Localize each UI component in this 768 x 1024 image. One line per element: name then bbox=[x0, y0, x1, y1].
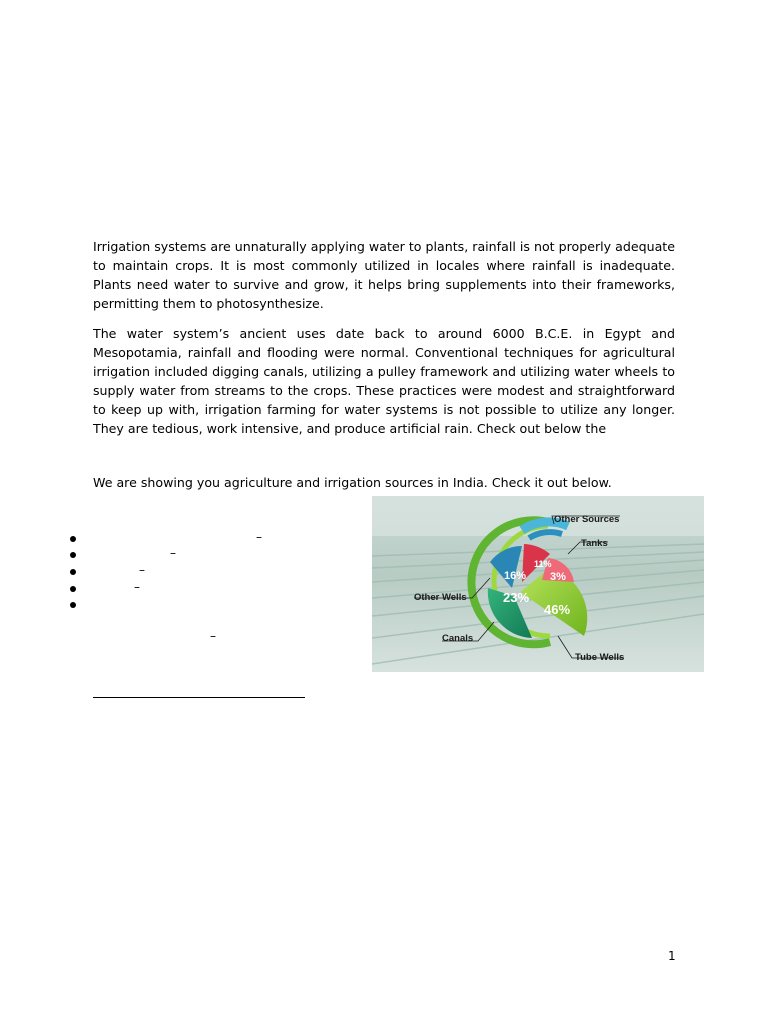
label-tube-wells: Tube Wells bbox=[575, 652, 625, 663]
list-item-dash: – bbox=[134, 580, 140, 594]
list-item-bullet bbox=[70, 602, 76, 608]
list-item-bullet bbox=[70, 552, 76, 558]
label-other-sources: Other Sources bbox=[554, 514, 620, 525]
label-canals: Canals bbox=[442, 633, 474, 644]
label-other-wells: Other Wells bbox=[414, 592, 467, 603]
other-sources-percent: 11% bbox=[534, 559, 552, 569]
list-item-dash: – bbox=[170, 546, 176, 560]
intro-sentence: We are showing you agriculture and irrigation sources in India. Check it out below. bbox=[93, 475, 612, 490]
list-item-bullet bbox=[70, 569, 76, 575]
label-tanks: Tanks bbox=[581, 538, 608, 549]
paragraph-irrigation-definition: Irrigation systems are unnaturally applying water to plants, rainfall is not properly adequate to maintain crops. It is most commonly utilized in locales where rainfall is inadequate. Plants need water to survive and grow, it helps bring supplements into their frameworks, permitting them to photosynthesize. bbox=[93, 239, 675, 311]
tube-wells-percent: 46% bbox=[544, 602, 571, 617]
signature-line bbox=[93, 697, 305, 698]
irrigation-sources-infographic bbox=[372, 496, 704, 672]
list-item-dash: – bbox=[256, 530, 262, 544]
canals-percent: 23% bbox=[503, 590, 530, 605]
list-item-dash: – bbox=[139, 563, 145, 577]
tanks-percent: 3% bbox=[550, 571, 566, 583]
other-wells-percent: 16% bbox=[504, 570, 527, 582]
list-item-bullet bbox=[70, 536, 76, 542]
list-item-dash: – bbox=[210, 629, 216, 643]
list-item-bullet bbox=[70, 586, 76, 592]
paragraph-irrigation-history: The water system’s ancient uses date back to around 6000 B.C.E. in Egypt and Mesopotamia, rainfall and flooding were normal. Conventional techniques for agricultural irrigation included digging canals, utilizing a pulley framework and utilizing water wheels to supply water from streams to the crops. These practices were modest and straightforward to keep up with, irrigation farming for water systems is not possible to utilize any longer. They are tedious, work intensive, and produce artificial rain. Check out below the bbox=[93, 326, 675, 436]
page-number: 1 bbox=[668, 949, 676, 963]
